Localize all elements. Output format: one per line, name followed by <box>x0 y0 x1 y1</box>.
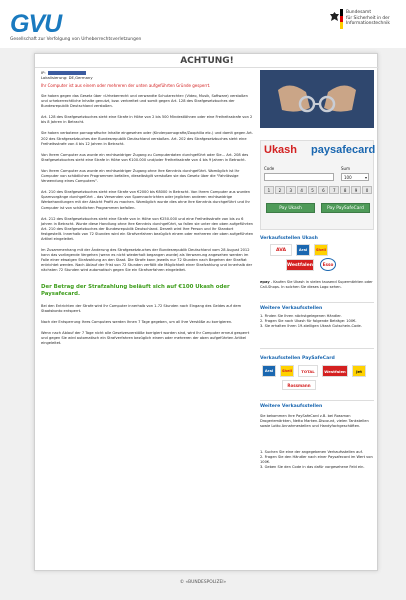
keypad-key[interactable]: 1 <box>264 186 274 194</box>
keypad-key[interactable]: 0 <box>362 186 372 194</box>
step-item: 1. Suchen Sie eine der angegebenen Verkaufsstellen auf. <box>260 450 363 454</box>
ukash-steps <box>260 314 374 329</box>
footer: © «BUNDESPOLIZEI» <box>179 580 227 585</box>
paragraph: Art. 212 des Strafgesetzbuches sieht eine Strafe von in Höhe von €250.000 und eine Freiheitsstrafe von bis zu 6 Jahren in Betracht. Wurde diese Handlung ohne Ihre Kenntnis durchgeführt, so fallen sie unter den oben aufgeführten Art. 210 des Strafgesetzbuches der Bundesrepublik Deutschland. Derzeit wird Ihre Person und Ihr Standort festgestellt. Innerhalb von 72 Stunden wird ein Strafverfahren bezüglich einem oder mehreren der oben aufgeführten Artikel eingeleitet. <box>41 216 254 241</box>
epay-name: epay <box>260 280 270 284</box>
shell-logo: Shell <box>280 365 294 377</box>
paragraph: Von Ihrem Computer aus wurde ein rechtswidriger Zugang ohne Ihre Kenntnis durchgeführt. Womöglich ist Ihr Computer von schädlichen Programmen befallen, dieselbstgilt verstoßen sie das Gesetz über die "Fahrlässige Verwendung eines Computers". <box>41 168 240 184</box>
psc-steps <box>260 450 374 470</box>
rossmann-logo: Rossmann <box>282 380 316 390</box>
code-label: Code <box>264 166 275 171</box>
paragraph: Wenn nach Ablauf der 7 Tage nicht alle Gesetzesverstöße korrigiert worden sind, wird Ihr Computer erneut gesperrt und gegen Sie wird automatisch ein Strafverfahren bezüglich einem oder mehreren der oben aufgeführten Artikel eingeleitet. <box>41 330 250 345</box>
psc-more <box>260 404 374 411</box>
section-title: Verkaufsstellen Ukash <box>260 236 318 241</box>
step-item: 2. Fragen Sie nach Ukash für folgende Beträge: 100€. <box>260 319 357 323</box>
total-logo: TOTAL <box>298 365 318 377</box>
eagle-icon <box>330 12 339 23</box>
keypad-key[interactable]: 7 <box>329 186 339 194</box>
keypad-key[interactable]: 8 <box>340 186 350 194</box>
section-title: Weitere Verkaufsstellen <box>260 404 323 409</box>
fine-notice: Der Betrag der Strafzahlung beläuft sich auf €100 Ukash oder Paysafecard. <box>41 283 230 297</box>
paragraph: Im Zusammenhang mit der Änderung des Strafgesetzbuches der Bundesrepublik Deutschland vom 28 August 2012 kann das vorliegende Vergehen (wenn es nicht wiederholt begangen wurde) als Verwarnung angesehen werden im Falle einer etwaigen Strafzahlung an den Staat. Die Strafe kann jeweils nur 72 Stunden nach Begehen der Straftat entrichtet werden. Nach Ablauf der Frist von 72 Stunden verfällt die Möglichkeit einer Strafzahlung und innerhalb der nächsten 72 Stunden wird automatisch gegen Sie ein Strafverfahren eingeleitet. <box>41 248 253 273</box>
sum-select[interactable]: 100 ▾ <box>341 173 369 181</box>
jet-logo: Jet <box>352 365 366 377</box>
westfalen-logo: Westfalen <box>322 365 348 377</box>
divider <box>260 302 374 303</box>
german-flag-icon <box>340 9 343 29</box>
warning-panel <box>34 53 378 571</box>
keypad-key[interactable]: 4 <box>297 186 307 194</box>
lock-reason-text: Ihr Computer ist aus einem oder mehreren der unten aufgeführten Gründe gesperrt. <box>41 83 211 88</box>
sum-label: Sum <box>341 166 350 171</box>
step-item: 2. Fragen Sie den Händler nach einer Paysafecard im Wert von 100€. <box>260 455 373 464</box>
panel-title: ACHTUNG! <box>35 54 379 68</box>
ava-logo: AVA <box>270 244 292 256</box>
epay-text: epay - Kaufen Sie Ukash in vielen tausend Supermärkten oder Call-Shops. In solchen Sie dieses Logo sehen. <box>260 280 373 289</box>
gvu-subtitle: Gesellschaft zur Verfolgung von Urheberrechtsverletzungen <box>10 37 142 42</box>
keypad-key[interactable]: 3 <box>286 186 296 194</box>
payment-box <box>260 140 374 230</box>
section-title: Weitere Verkaufsstellen <box>260 306 323 311</box>
ukash-logos <box>260 244 374 274</box>
gvu-logo: GVU <box>10 10 62 38</box>
handcuffs-photo <box>260 70 374 128</box>
paragraph: Von Ihrem Computer aus wurde ein rechtswidriger Zugang zu Computerdaten durchgeführt oder Sie... Art. 208 des Strafgesetzbuches sieht eine Strafe in Höhe von €100.000 und/oder Freiheitsstrafe von 4 bis 9 Jahren in Betracht. <box>41 152 249 162</box>
bsi-text: Bundesamt für Sicherheit in der Informationstechnik <box>346 10 390 26</box>
keypad-key[interactable]: 5 <box>308 186 318 194</box>
left-column <box>41 70 255 346</box>
paragraph: Art. 128 des Strafgesetzbuches sieht eine Strafe in Höhe von 2 bis 500 Mindestlöhnen oder eine Freiheitsstrafe von 2 bis 8 Jahren in Betracht. <box>41 115 253 125</box>
keypad-key[interactable]: 2 <box>275 186 285 194</box>
top-header <box>0 0 406 48</box>
ukash-logo: Ukash <box>264 144 298 156</box>
paysafecard-logo: paysafecard <box>311 144 376 156</box>
pay-ukash-button[interactable]: Pay Ukash <box>266 203 315 213</box>
keypad <box>264 186 372 194</box>
paragraph: Bei den Entrichten der Strafe wird Ihr Computer innerhalb von 1-72 Stunden nach Eingang des Geldes auf dem Staatskonto entsperrt. <box>41 303 242 313</box>
pay-paysafecard-button[interactable]: Pay PaySafeCard <box>321 203 370 213</box>
bsi-badge <box>330 8 400 38</box>
psc-section <box>260 356 374 363</box>
psc-logos <box>260 365 374 395</box>
westfalen-logo: Westfalen <box>286 259 314 271</box>
chevron-down-icon: ▾ <box>364 175 367 180</box>
paragraph: Nach der Entsperrung Ihres Computers werden Ihnen 7 Tage gegeben, um all Ihre Verstöße zu korrigieren. <box>41 319 233 324</box>
ukash-section <box>260 236 374 243</box>
keypad-key[interactable]: 9 <box>351 186 361 194</box>
aral-logo: Aral <box>296 244 310 256</box>
paragraph: Sie haben verbotene pornografische Inhalte eingesehen oder (Kinderpornografie/Zoophilia etc.) und damit gegen Art. 202 des Strafgesetzbuches der Bundesrepublik Deutschland verstoßen. Art. 202 des Strafgesetzbuches sieht eine Freiheitsstrafe von 4 bis 12 Jahren in Betracht. <box>41 131 253 146</box>
shell-logo: Shell <box>314 244 328 256</box>
paragraph: Art. 210 des Strafgesetzbuches sieht eine Strafe von €2000 bis €8000 in Betracht. Von Ihrem Computer aus wurden Spamvorgänge durchgeführt – das Versenden von Spamnachrichten oder jeglichen anderen rechtswidrige Werbehandlungen mit der Absicht Profit zu machen. Womöglich wurde dies ohne Ihre Kenntnis durchgeführt und Ihr Computer ist von schädlichen Programmen befallen. <box>41 190 251 210</box>
keypad-key[interactable]: 6 <box>318 186 328 194</box>
ukash-more <box>260 306 374 313</box>
step-item: 3. Geben Sie den Code in das dafür vorgesehene Feld ein. <box>260 465 365 469</box>
esso-logo: Esso <box>320 258 336 271</box>
psc-text: Sie bekommen Ihre PaySafeCard z.B. bei Rossman Drogeriemärkten, Netto Marken-Discount, vielen Tankstellen sowie Lotto Annahmestellen und Handyfachgeschäften. <box>260 414 369 428</box>
divider <box>260 348 374 349</box>
aral-logo: Aral <box>262 365 276 377</box>
step-item: 1. Finden Sie Ihren nächstgelegenen Händler. <box>260 314 342 318</box>
divider <box>260 400 374 401</box>
section-title: Verkaufsstellen PaySafeCard <box>260 356 335 361</box>
step-item: 3. Sie erhalten Ihren 19-stelligen Ukash Gutschein-Code. <box>260 324 362 328</box>
paragraph: Sie haben gegen das Gesetz über «Urheberrecht und verwandte Schutzrechte» (Video, Musik, Software) verstoßen und urheberrechtliche Inhalte genutzt, bzw. verbreitet und somit gegen Art. 128 des Strafgesetzbuches der Bundesrepublik Deutschland verstoßen. <box>41 94 248 109</box>
ip-label: IP: <box>41 70 46 75</box>
location-text: Lokalisierung: DE,Germany <box>41 75 93 80</box>
code-input[interactable] <box>264 173 334 181</box>
